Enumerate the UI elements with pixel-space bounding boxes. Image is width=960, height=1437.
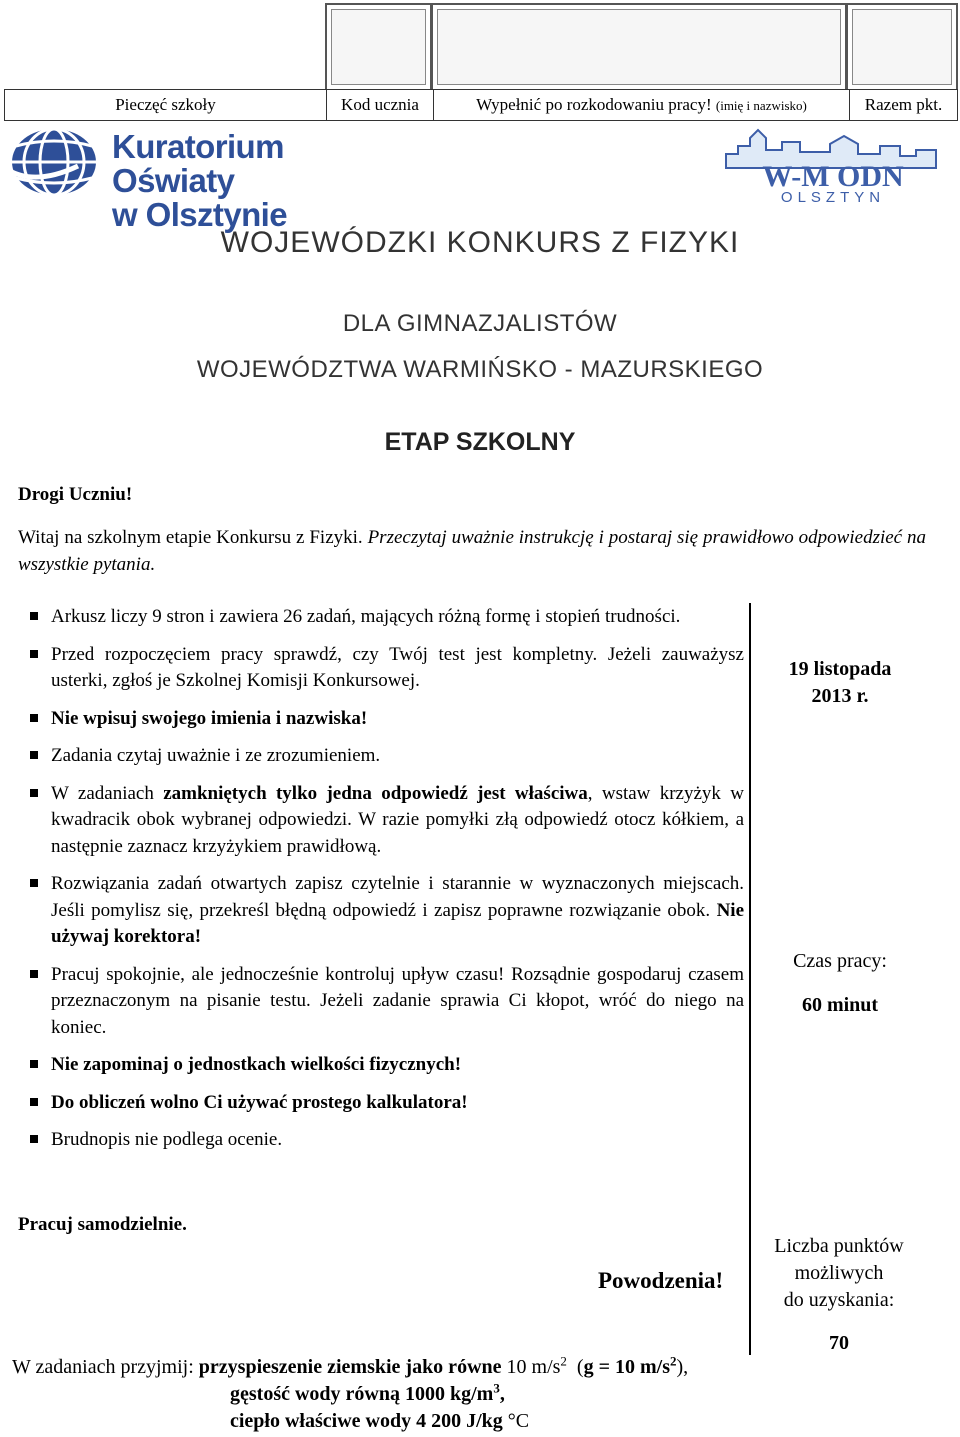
logo-line-2: w Olsztynie (112, 196, 287, 233)
list-item: Przed rozpoczęciem pracy sprawdź, czy Twój test jest kompletny. Jeżeli zauważysz usterki, zgłoś je Szkolnej Komisji Konkursowej. (30, 642, 744, 695)
svg-text:OLSZTYN: OLSZTYN (780, 189, 886, 204)
decode-note-label: Wypełnić po rozkodowaniu pracy! (imię i nazwisko) (434, 90, 850, 120)
svg-text:W-M ODN: W-M ODN (762, 160, 904, 193)
list-item: Rozwiązania zadań otwartych zapisz czytelnie i starannie w wyznaczonych miejscach. Jeśli pomylisz się, przekreśl błędną odpowiedź i zapisz poprawne rozwiązanie obok. Nie używaj korektora! (30, 871, 744, 951)
time-label: Czas pracy: (793, 950, 887, 972)
wm-odn-logo (720, 124, 946, 204)
school-stamp-label: Pieczęć szkoły (5, 90, 327, 120)
points-label: Liczba punktów możliwych do uzyskania: (774, 1235, 904, 1311)
list-item: Nie zapominaj o jednostkach wielkości fizycznych! (30, 1052, 744, 1079)
contest-subtitle-1: DLA GIMNAZJALISTÓW (342, 310, 618, 337)
constant-heat: ciepło właściwe wody 4 200 J/kg °C (230, 1410, 530, 1432)
good-luck-note: Powodzenia! (598, 1268, 724, 1293)
instruction-list (30, 604, 744, 1165)
list-item: Zadania czytaj uważnie i ze zrozumieniem. (30, 743, 744, 770)
intro-text: Witaj na szkolnym etapie Konkursu z Fizyki. Przeczytaj uważnie instrukcję i postaraj się prawidłowo odpowiedzieć na wszystkie pytania. (18, 527, 926, 575)
time-value: 60 minut (801, 994, 879, 1016)
kuratorium-logo (6, 126, 376, 233)
header-stamp-boxes (325, 3, 958, 91)
header-label-row (4, 89, 958, 121)
exam-date: 19 listopada 2013 r. (788, 658, 892, 707)
constant-density: gęstość wody równą 1000 $kg/m^3$, (230, 1380, 505, 1405)
contest-subtitle-2: WOJEWÓDZTWA WARMIŃSKO - MAZURSKIEGO (196, 356, 764, 383)
points-box[interactable] (846, 3, 958, 91)
castle-icon (720, 124, 946, 204)
constant-gravity: W zadaniach przyjmij: przyspieszenie ziemskie jako równe 10 $m/s^2$ (g = 10 $m/s^2$), (12, 1353, 689, 1378)
stage-title: ETAP SZKOLNY (384, 428, 576, 456)
list-item: Nie wpisuj swojego imienia i nazwiska! (30, 706, 744, 733)
points-value: 70 (829, 1332, 849, 1354)
total-points-label: Razem pkt. (864, 95, 943, 114)
list-item: Pracuj spokojnie, ale jednocześnie kontroluj upływ czasu! Rozsądnie gospodaruj czasem przeznaczonym na pisanie testu. Jeżeli zadanie sprawia Ci kłopot, wróć do niego na koniec. (30, 962, 744, 1042)
globe-icon (6, 126, 106, 200)
list-item: W zadaniach zamkniętych tylko jedna odpowiedź jest właściwa, wstaw krzyżyk w kwadracik obok wybranej odpowiedzi. W razie pomyłki złą odpowiedź otocz kółkiem, a następnie zaznacz krzyżykiem prawidłową. (30, 781, 744, 861)
logo-line-1: Kuratorium Oświaty (112, 128, 284, 199)
contest-title: WOJEWÓDZKI KONKURS Z FIZYKI (220, 226, 740, 259)
list-item: Brudnopis nie podlega ocenie. (30, 1127, 744, 1154)
column-divider (749, 603, 751, 1355)
greeting: Drogi Uczniu! (18, 484, 133, 505)
work-alone-note: Pracuj samodzielnie. (18, 1214, 187, 1235)
constants-block (12, 1354, 912, 1435)
student-code-label: Kod ucznia (327, 90, 434, 120)
name-box[interactable] (431, 3, 847, 91)
list-item: Do obliczeń wolno Ci używać prostego kalkulatora! (30, 1090, 744, 1117)
list-item: Arkusz liczy 9 stron i zawiera 26 zadań, mających różną formę i stopień trudności. (30, 604, 744, 631)
code-box[interactable] (325, 3, 432, 91)
